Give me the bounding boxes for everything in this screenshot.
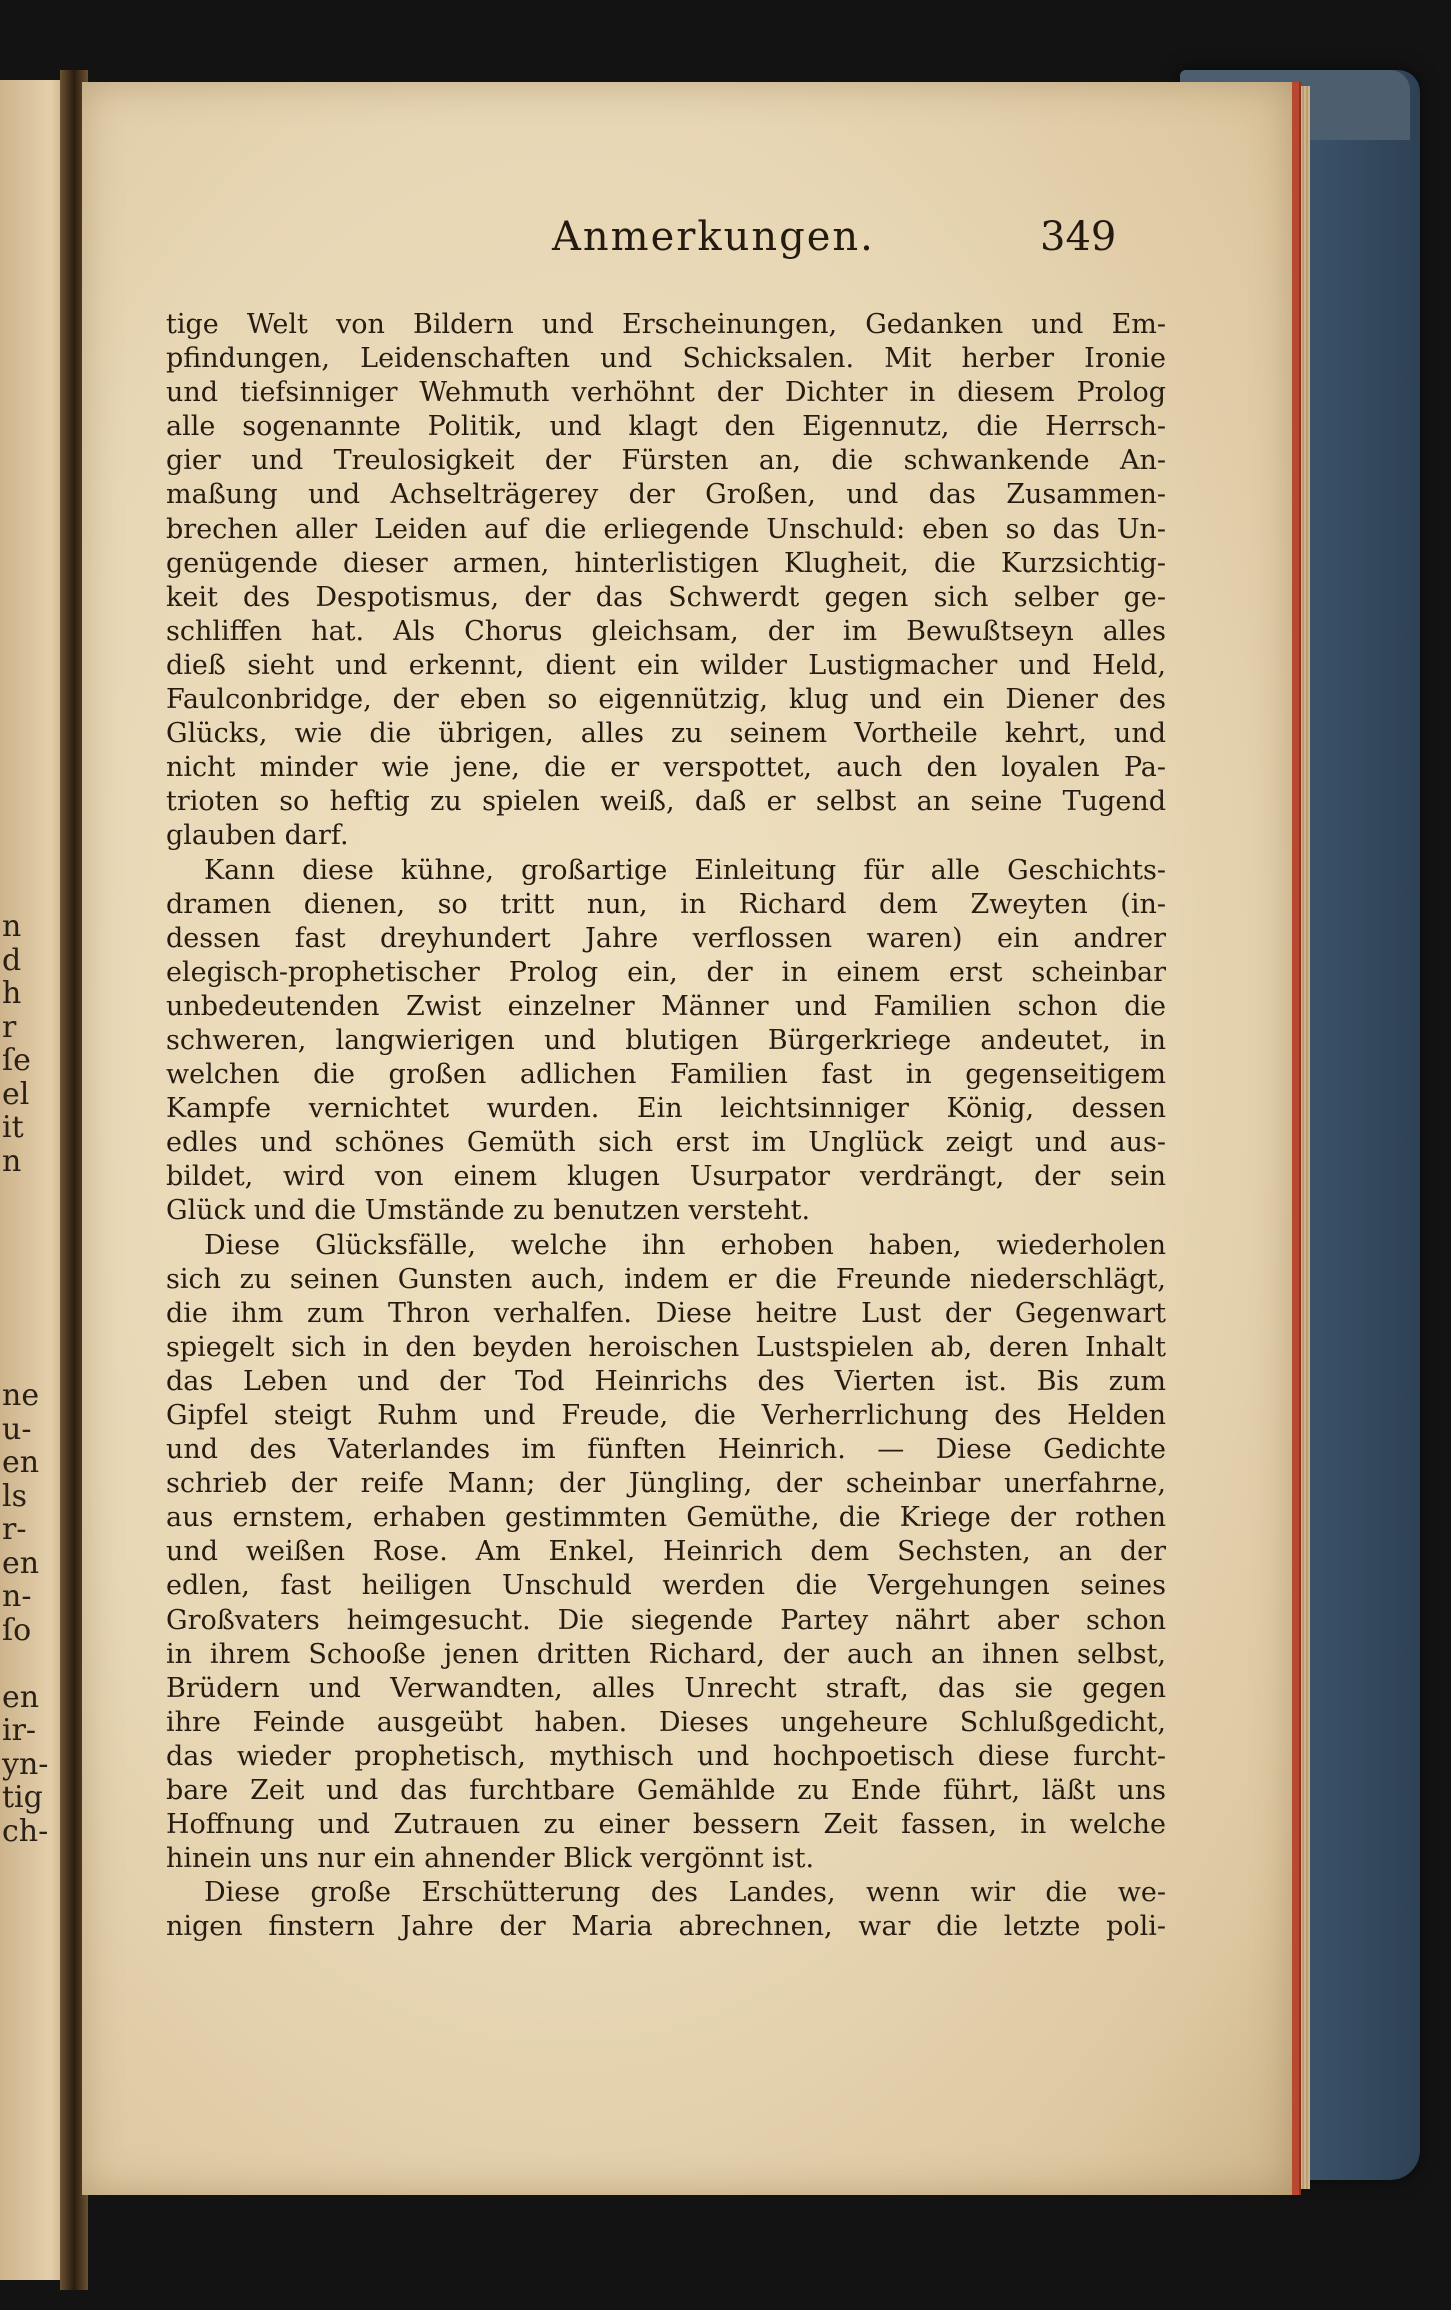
text-line: unbedeutenden Zwist einzelner Männer und Familien schon die — [166, 990, 1166, 1022]
left-page-fragment: ls — [2, 1478, 27, 1514]
text-line: elegisch-prophetischer Prolog ein, der in einem erst scheinbar — [166, 956, 1166, 988]
body-text — [166, 308, 1166, 1945]
text-line: pfindungen, Leidenschaften und Schicksalen. Mit herber Ironie — [166, 343, 1166, 375]
text-line: dieß sieht und erkennt, dient ein wilder Lustigmacher und Held, — [166, 649, 1166, 681]
text-line: dramen dienen, so tritt nun, in Richard dem Zweyten (in- — [166, 888, 1166, 920]
text-line: Glück und die Umstände zu benutzen versteht. — [166, 1195, 811, 1227]
left-page-fragment: it — [2, 1110, 24, 1145]
text-line: das Leben und der Tod Heinrichs des Vierten ist. Bis zum — [166, 1365, 1166, 1397]
text-line: spiegelt sich in den beyden heroischen Lustspielen ab, deren Inhalt — [166, 1331, 1166, 1363]
text-line: tige Welt von Bildern und Erscheinungen, Gedanken und Em- — [166, 309, 1166, 340]
text-line: Glücks, wie die übrigen, alles zu seinem Vortheile kehrt, und — [166, 718, 1166, 750]
text-line: und tiefsinniger Wehmuth verhöhnt der Dichter in diesem Prolog — [166, 377, 1166, 409]
left-page-fragment: u- — [2, 1411, 32, 1447]
text-line: Hoffnung und Zutrauen zu einer bessern Zeit fassen, in welche — [166, 1809, 1166, 1841]
text-line: Großvaters heimgesucht. Die siegende Partey nährt aber schon — [166, 1604, 1166, 1636]
text-line: bare Zeit und das furchtbare Gemählde zu Ende führt, läßt uns — [166, 1775, 1166, 1807]
text-line: schliffen hat. Als Chorus gleichsam, der im Bewußtseyn alles — [166, 615, 1166, 647]
text-line: glauben darf. — [166, 820, 349, 852]
left-page-fragment: ne — [2, 1378, 40, 1413]
text-line: bildet, wird von einem klugen Usurpator verdrängt, der sein — [166, 1161, 1166, 1193]
text-line: edles und schönes Gemüth sich erst im Unglück zeigt und aus- — [166, 1127, 1166, 1159]
text-line: alle sogenannte Politik, und klagt den Eigennutz, die Herrsch- — [166, 411, 1166, 443]
page-number: 349 — [1040, 214, 1117, 260]
left-page-fragment: en — [2, 1679, 40, 1715]
left-page-fragment: en — [2, 1545, 40, 1581]
text-line: Gipfel steigt Ruhm und Freude, die Verherrlichung des Helden — [166, 1400, 1166, 1431]
left-page-fragment: r — [2, 1009, 17, 1045]
text-line: Diese große Erschütterung des Landes, wenn wir die we- — [204, 1877, 1166, 1909]
text-line: Faulconbridge, der eben so eigennützig, klug und ein Diener des — [166, 684, 1166, 716]
text-line: maßung und Achselträgerey der Großen, und das Zusammen- — [166, 479, 1166, 511]
text-line: Kampfe vernichtet wurden. Ein leichtsinniger König, dessen — [166, 1093, 1166, 1125]
left-page-fragment: el — [2, 1076, 30, 1112]
text-line: trioten so heftig zu spielen weiß, daß er selbst an seine Tugend — [166, 786, 1166, 818]
left-page-fragment: r- — [2, 1512, 27, 1547]
left-page-fragment: ſe — [2, 1043, 31, 1078]
left-page-fragment: ſo — [2, 1612, 32, 1648]
left-page-fragment: h — [2, 976, 22, 1011]
text-line: schweren, langwierigen und blutigen Bürgerkriege andeutet, in — [166, 1024, 1166, 1056]
text-line: dessen fast dreyhundert Jahre verflossen waren) ein andrer — [166, 922, 1166, 954]
text-line: in ihrem Schooße jenen dritten Richard, der auch an ihnen selbst, — [166, 1638, 1166, 1670]
left-page-fragment: ir- — [2, 1713, 37, 1748]
left-page-fragment: n- — [2, 1579, 32, 1614]
text-line: Brüdern und Verwandten, alles Unrecht straft, das sie gegen — [166, 1672, 1166, 1704]
running-title: Anmerkungen. — [552, 214, 875, 260]
text-line: gier und Treulosigkeit der Fürsten an, die schwankende An- — [166, 445, 1166, 477]
page-header — [82, 210, 1292, 270]
text-line: nicht minder wie jene, die er verspottet, auch den loyalen Pa- — [166, 752, 1166, 784]
text-line: aus ernstem, erhaben gestimmten Gemüthe, die Kriege der rothen — [166, 1502, 1166, 1534]
text-line: schrieb der reife Mann; der Jüngling, der scheinbar unerfahrne, — [166, 1468, 1166, 1500]
text-line: Kann diese kühne, großartige Einleitung für alle Geschichts- — [204, 854, 1166, 886]
text-line: edlen, fast heiligen Unschuld werden die Vergehungen seines — [166, 1570, 1166, 1602]
left-page-fragment: ch- — [2, 1813, 49, 1849]
text-line: brechen aller Leiden auf die erliegende Unschuld: eben so das Un- — [166, 513, 1166, 545]
text-line: welchen die großen adlichen Familien fast in gegenseitigem — [166, 1059, 1166, 1091]
text-line: das wieder prophetisch, mythisch und hochpoetisch diese furcht- — [166, 1740, 1166, 1772]
left-page-fragment: n — [2, 1143, 22, 1179]
text-line: genügende dieser armen, hinterlistigen Klugheit, die Kurzsichtig- — [166, 547, 1166, 579]
text-line: und des Vaterlandes im fünften Heinrich. — Diese Gedichte — [166, 1434, 1166, 1466]
text-line: nigen finstern Jahre der Maria abrechnen, war die letzte poli- — [166, 1911, 1166, 1943]
text-line: Diese Glücksfälle, welche ihn erhoben haben, wiederholen — [204, 1229, 1166, 1261]
left-page-fragment: tig — [2, 1780, 43, 1815]
text-line: und weißen Rose. Am Enkel, Heinrich dem Sechsten, an der — [166, 1536, 1166, 1568]
text-line: keit des Despotismus, der das Schwerdt gegen sich selber ge- — [166, 581, 1166, 613]
left-page-fragment: d — [2, 942, 22, 978]
text-line: ihre Feinde ausgeübt haben. Dieses ungeheure Schlußgedicht, — [166, 1706, 1166, 1738]
text-line: die ihm zum Thron verhalfen. Diese heitre Lust der Gegenwart — [166, 1297, 1166, 1329]
left-page-fragment: yn- — [2, 1746, 49, 1782]
left-page-fragment: en — [2, 1445, 40, 1480]
text-line: sich zu seinen Gunsten auch, indem er die Freunde niederschlägt, — [166, 1263, 1166, 1295]
left-page-fragment: n — [2, 909, 22, 944]
text-line: hinein uns nur ein ahnender Blick vergönnt ist. — [166, 1843, 815, 1875]
